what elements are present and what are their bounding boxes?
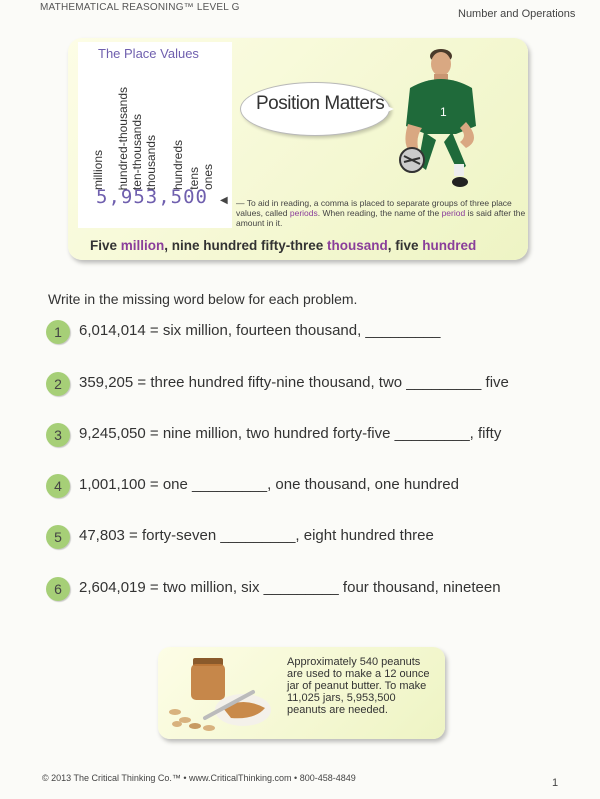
place-value-labels xyxy=(88,68,218,190)
example-number: 5,953,500 xyxy=(96,186,208,208)
problem-text[interactable]: 359,205 = three hundred fifty-nine thousand, two _________ five xyxy=(79,374,509,391)
place-values-title: The Place Values xyxy=(98,46,199,61)
place-label-hundreds: hundreds xyxy=(171,139,185,190)
svg-text:1: 1 xyxy=(440,105,447,119)
speech-bubble-text: Position Matters xyxy=(256,93,385,114)
section-title: Number and Operations xyxy=(458,8,576,20)
problem-number-badge: 1 xyxy=(46,320,70,344)
football-player-image xyxy=(396,44,486,194)
place-label-ten-thousands: ten-thousands xyxy=(130,113,144,190)
problem-number-badge: 3 xyxy=(46,423,70,447)
place-label-hundred-thousands: hundred-thousands xyxy=(116,86,130,190)
problem-number-badge: 2 xyxy=(46,372,70,396)
series-title: MATHEMATICAL REASONING™ LEVEL G xyxy=(40,2,240,13)
arrow-left-icon: ◀ xyxy=(220,195,228,206)
problem-text[interactable]: 6,014,014 = six million, fourteen thousand, _________ xyxy=(79,322,441,339)
instructions: Write in the missing word below for each problem. xyxy=(48,291,358,307)
problem-5 xyxy=(46,525,526,551)
peanut-butter-image xyxy=(165,652,277,734)
problem-text[interactable]: 1,001,100 = one _________, one thousand, one hundred xyxy=(79,476,459,493)
problem-6 xyxy=(46,577,566,603)
expanded-number-words: Five million, nine hundred fifty-three thousand, five hundred xyxy=(90,238,477,253)
problem-text[interactable]: 2,604,019 = two million, six _________ four thousand, nineteen xyxy=(79,579,501,596)
problem-3 xyxy=(46,423,576,449)
problem-text[interactable]: 9,245,050 = nine million, two hundred forty-five _________, fifty xyxy=(79,425,502,442)
problem-number-badge: 5 xyxy=(46,525,70,549)
comma-note: — To aid in reading, a comma is placed to separate groups of three place values, called periods. When reading, the name of the period is said after the amount in it. xyxy=(236,198,526,228)
problem-2 xyxy=(46,372,566,398)
peanut-fact-text: Approximately 540 peanuts are used to make a 12 ounce jar of peanut butter. To make 11,025 jars, 5,953,500 peanuts are needed. xyxy=(287,656,430,716)
copyright-footer: © 2013 The Critical Thinking Co.™ • www.CriticalThinking.com • 800-458-4849 xyxy=(42,773,356,783)
place-label-thousands: thousands xyxy=(144,134,158,190)
problem-1 xyxy=(46,320,526,346)
page-number: 1 xyxy=(552,777,559,789)
problem-4 xyxy=(46,474,526,500)
place-label-ones: ones xyxy=(201,163,215,190)
problem-number-badge: 6 xyxy=(46,577,70,601)
place-label-millions: millions xyxy=(91,149,105,190)
problem-text[interactable]: 47,803 = forty-seven _________, eight hundred three xyxy=(79,527,434,544)
place-label-tens: tens xyxy=(187,167,201,190)
problem-number-badge: 4 xyxy=(46,474,70,498)
